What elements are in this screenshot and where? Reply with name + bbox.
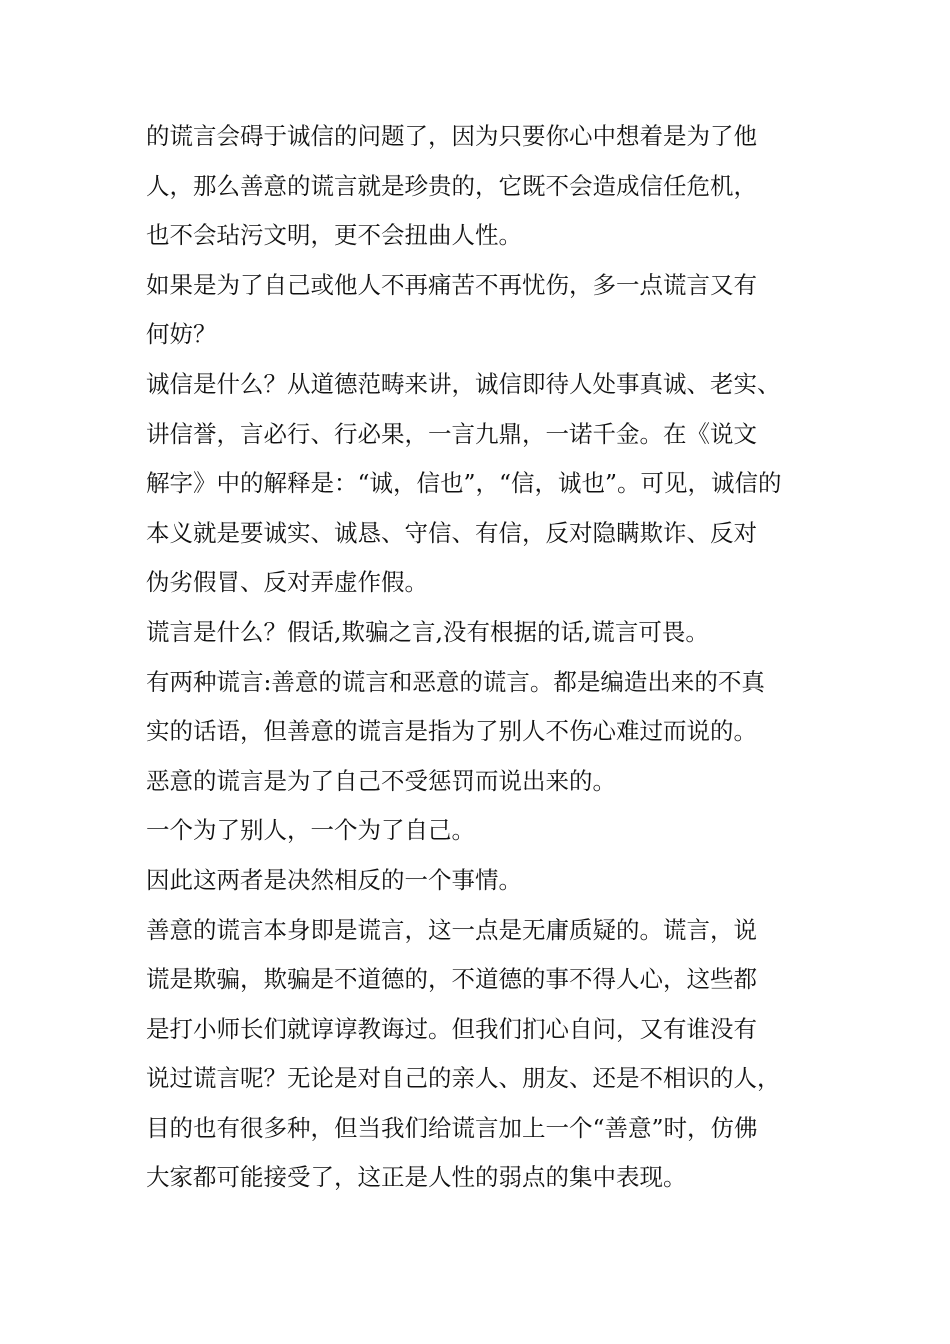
text-line: 目的也有很多种，但当我们给谎言加上一个“善意”时，仿佛	[146, 1113, 758, 1142]
text-line: 也不会玷污文明，更不会扭曲人性。	[146, 221, 522, 250]
text-line: 本义就是要诚实、诚恳、守信、有信，反对隐瞒欺诈、反对	[146, 518, 757, 547]
text-line: 善意的谎言本身即是谎言，这一点是无庸质疑的。谎言，说	[146, 915, 757, 944]
text-line: 伪劣假冒、反对弄虚作假。	[146, 568, 428, 597]
text-line: 有两种谎言:善意的谎言和恶意的谎言。都是编造出来的不真	[146, 667, 765, 696]
text-line: 如果是为了自己或他人不再痛苦不再忧伤，多一点谎言又有	[146, 270, 757, 299]
text-line: 解字》中的解释是：“诚，信也”，“信，诚也”。可见，诚信的	[146, 469, 782, 498]
text-line: 实的话语，但善意的谎言是指为了别人不伤心难过而说的。	[146, 717, 757, 746]
text-line: 是打小师长们就谆谆教诲过。但我们扪心自问，又有谁没有	[146, 1014, 757, 1043]
text-line: 谎言是什么？假话,欺骗之言,没有根据的话,谎言可畏。	[146, 617, 709, 646]
text-line: 诚信是什么？从道德范畴来讲，诚信即待人处事真诚、老实、	[146, 369, 781, 398]
text-line: 因此这两者是决然相反的一个事情。	[146, 865, 522, 894]
text-line: 讲信誉，言必行、行必果，一言九鼎，一诺千金。在《说文	[146, 419, 757, 448]
text-line: 人，那么善意的谎言就是珍贵的，它既不会造成信任危机，	[146, 171, 757, 200]
text-line: 一个为了别人，一个为了自己。	[146, 816, 475, 845]
text-line: 说过谎言呢？无论是对自己的亲人、朋友、还是不相识的人，	[146, 1064, 781, 1093]
text-line: 谎是欺骗，欺骗是不道德的，不道德的事不得人心，这些都	[146, 965, 757, 994]
text-line: 的谎言会碍于诚信的问题了，因为只要你心中想着是为了他	[146, 122, 757, 150]
text-line: 恶意的谎言是为了自己不受惩罚而说出来的。	[146, 766, 616, 795]
body-text	[146, 112, 816, 1203]
text-line: 大家都可能接受了，这正是人性的弱点的集中表现。	[146, 1163, 687, 1192]
text-line: 何妨？	[146, 320, 217, 349]
